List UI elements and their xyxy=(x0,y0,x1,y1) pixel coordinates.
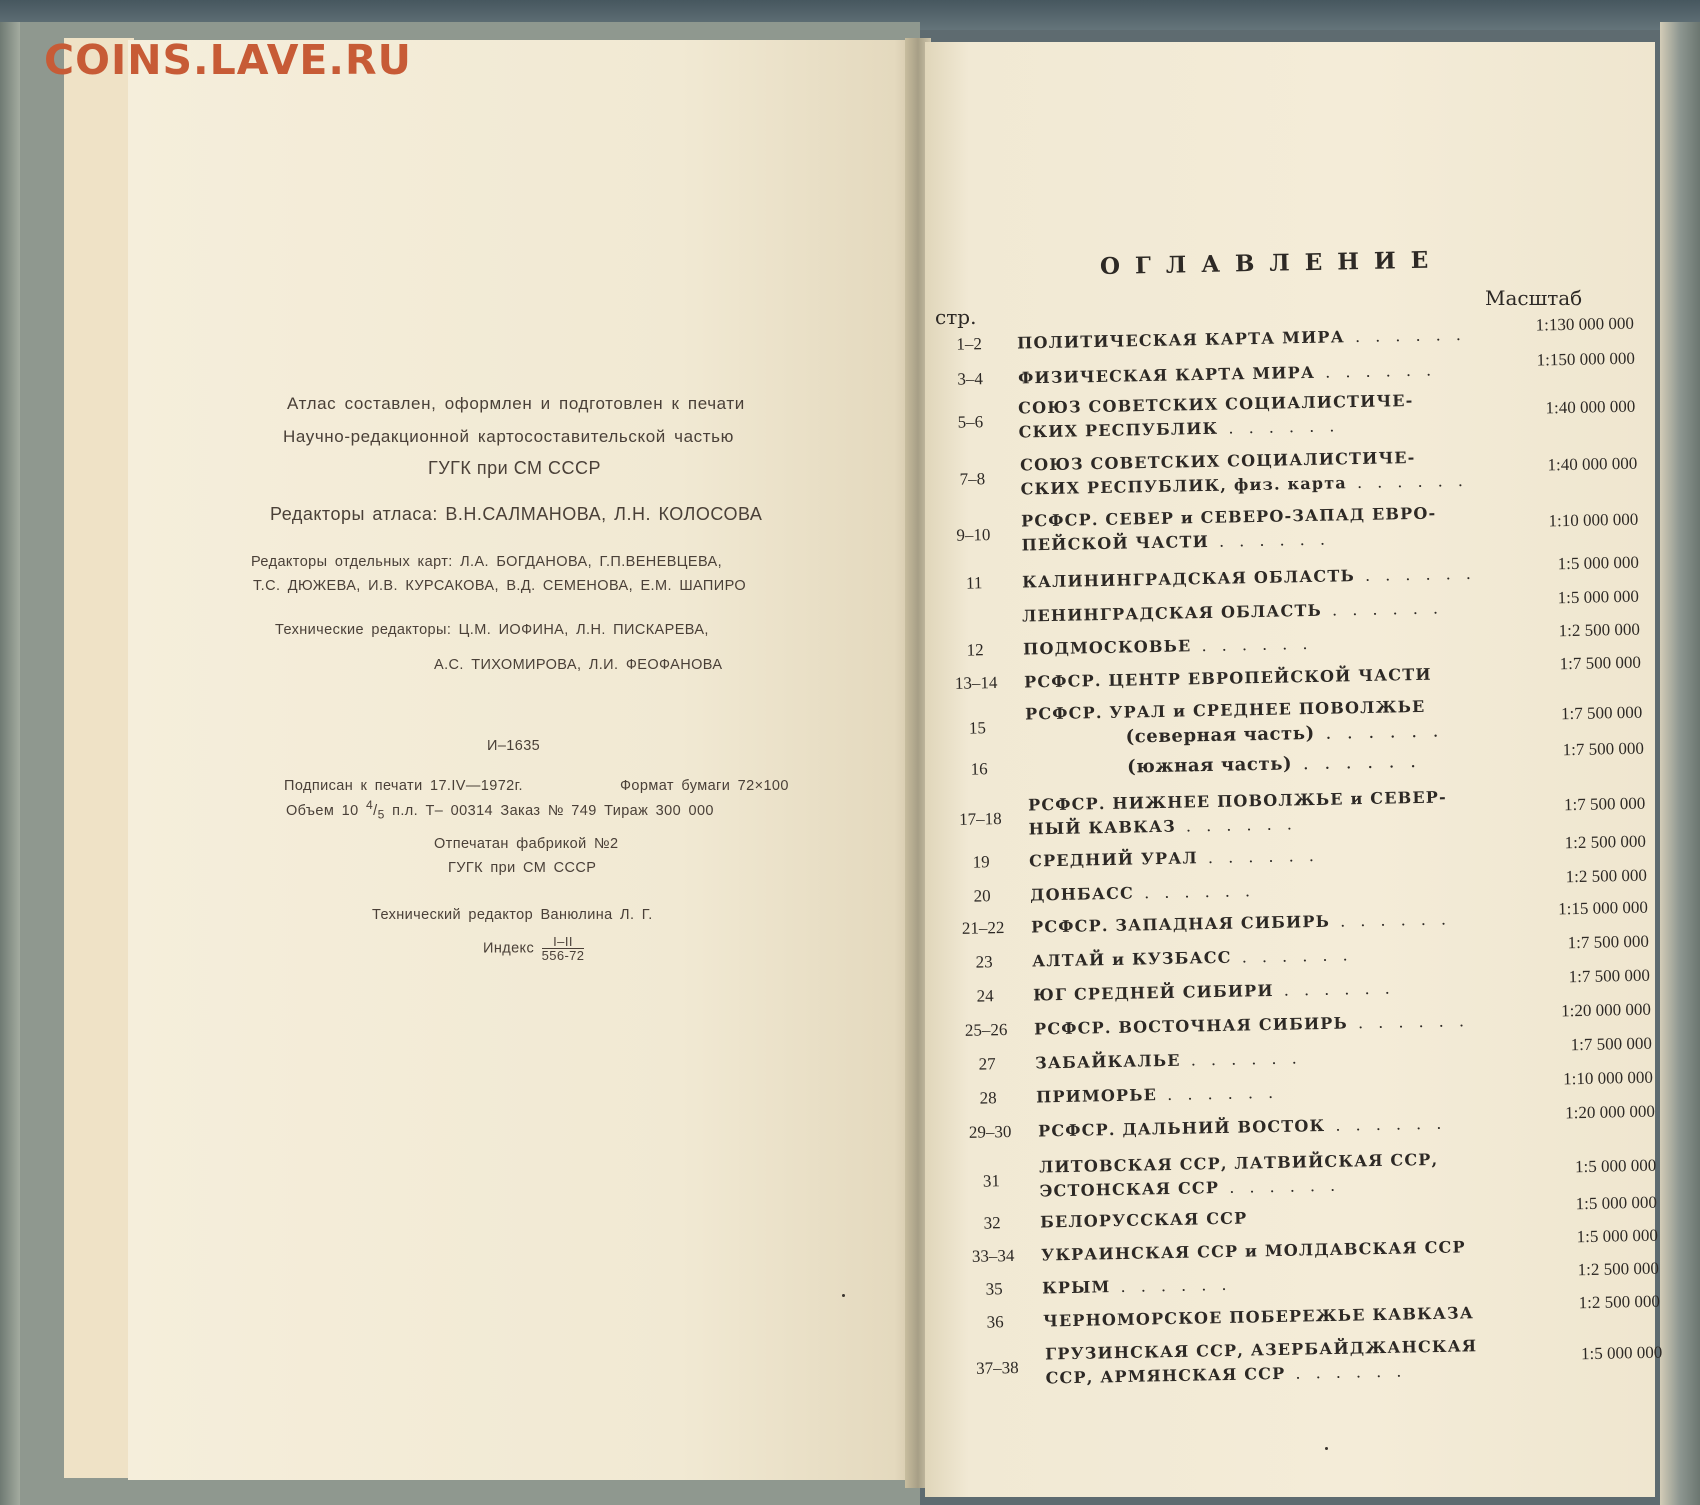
toc-title-line: ЧЕРНОМОРСКОЕ ПОБЕРЕЖЬЕ КАВКАЗА xyxy=(1042,1303,1475,1331)
toc-page-number: 13–14 xyxy=(954,673,998,693)
dot-leader: . . . . . . xyxy=(1321,598,1444,620)
watermark: COINS.LAVE.RU xyxy=(44,36,412,84)
toc-page-number: 9–10 xyxy=(956,525,991,545)
toc-scale: 1:2 500 000 xyxy=(1565,865,1648,887)
dot-leader: . . . . . . xyxy=(1208,529,1331,551)
toc-page-number: 31 xyxy=(982,1171,1001,1191)
toc-scale: 1:7 500 000 xyxy=(1568,965,1651,987)
dot-leader: . . . . . . xyxy=(1175,814,1298,836)
signed-date: Подписан к печати 17.IV—1972г. xyxy=(284,778,523,794)
toc-title-line: (южная часть) . . . . . . xyxy=(1126,750,1422,778)
dot-leader: . . . . . . xyxy=(1291,750,1422,775)
toc-title-line: КАЛИНИНГРАДСКАЯ ОБЛАСТЬ . . . . . . xyxy=(1021,563,1477,592)
toc-title-line: АЛТАЙ и КУЗБАСС . . . . . . xyxy=(1031,945,1353,971)
toc-title-line: БЕЛОРУССКАЯ ССР xyxy=(1039,1208,1248,1232)
toc-title-line: РСФСР. ЦЕНТР ЕВРОПЕЙСКОЙ ЧАСТИ xyxy=(1023,664,1432,692)
index-fraction xyxy=(542,935,585,962)
toc-scale: 1:7 500 000 xyxy=(1560,702,1643,724)
toc-title-line: РСФСР. УРАЛ и СРЕДНЕЕ ПОВОЛЖЬЕ xyxy=(1024,696,1426,724)
dot-leader: . . . . . . xyxy=(1218,416,1340,438)
dot-leader: . . . . . . xyxy=(1273,978,1395,1000)
toc-title-line: ЛЕНИНГРАДСКАЯ ОБЛАСТЬ . . . . . . xyxy=(1021,598,1444,626)
toc-title-line: ПРИМОРЬЕ . . . . . . xyxy=(1035,1082,1279,1107)
toc-scale: 1:150 000 000 xyxy=(1536,348,1636,370)
toc-scale: 1:40 000 000 xyxy=(1547,453,1638,475)
toc-scale: 1:2 500 000 xyxy=(1564,831,1647,853)
toc-page-number: 37–38 xyxy=(975,1358,1019,1378)
toc-page-number: 25–26 xyxy=(964,1020,1008,1040)
toc-title-line: РСФСР. ДАЛЬНИЙ ВОСТОК . . . . . . xyxy=(1037,1113,1447,1141)
dot-leader: . . . . . . xyxy=(1156,1082,1279,1105)
toc-scale: 1:2 500 000 xyxy=(1578,1291,1661,1313)
dot-leader: . . . . . . xyxy=(1180,1048,1302,1070)
toc-page-number: 17–18 xyxy=(958,809,1002,829)
toc-title-line: РСФСР. ЗАПАДНАЯ СИБИРЬ . . . . . . xyxy=(1030,909,1452,937)
toc-page-number: 28 xyxy=(979,1088,997,1108)
flyleaf xyxy=(64,38,134,1478)
dot-leader: . . . . . . xyxy=(1354,563,1477,586)
paper-speck xyxy=(1325,1447,1328,1450)
toc-page-number: 23 xyxy=(975,952,993,972)
toc-page-number: 36 xyxy=(986,1312,1004,1332)
toc-page-number: 32 xyxy=(983,1213,1001,1233)
toc-scale: 1:15 000 000 xyxy=(1558,897,1649,919)
toc-title-line-2: НЫЙ КАВКАЗ . . . . . . xyxy=(1028,814,1298,839)
toc-scale: 1:5 000 000 xyxy=(1580,1342,1663,1364)
toc-title-line: ПОДМОСКОВЬЕ . . . . . . xyxy=(1022,633,1313,659)
dot-leader: . . . . . . xyxy=(1197,845,1320,868)
col-scale-header: Масштаб xyxy=(1485,286,1583,310)
toc-title-line: РСФСР. СЕВЕР и СЕВЕРО-ЗАПАД ЕВРО- xyxy=(1020,503,1437,531)
dot-leader: . . . . . . xyxy=(1191,633,1313,656)
technical-editor: Технический редактор Ванюлина Л. Г. xyxy=(372,907,653,923)
toc-title-line: ЗАБАЙКАЛЬЕ . . . . . . xyxy=(1034,1048,1302,1073)
toc-title-line: ФИЗИЧЕСКАЯ КАРТА МИРА . . . . . . xyxy=(1017,360,1437,388)
toc-page-number: 15 xyxy=(968,718,987,738)
toc-page-number: 5–6 xyxy=(957,412,984,432)
toc-page-number: 11 xyxy=(965,573,983,593)
volume-suffix: п.л. Т– 00314 Заказ № 749 Тираж 300 000 xyxy=(392,802,714,819)
index-line xyxy=(483,935,584,962)
volume-prefix: Объем 10 xyxy=(286,802,359,819)
toc-scale: 1:7 500 000 xyxy=(1559,652,1642,674)
dot-leader: . . . . . . xyxy=(1314,360,1437,382)
publication-number: И–1635 xyxy=(487,738,541,754)
toc-page-number: 33–34 xyxy=(971,1246,1015,1266)
toc-title-line-2: ЭСТОНСКАЯ ССР . . . . . . xyxy=(1039,1175,1341,1201)
printed-by-line-1: Отпечатан фабрикой №2 xyxy=(434,836,619,852)
toc-page-number: 3–4 xyxy=(957,369,984,389)
toc-title-line: ЮГ СРЕДНЕЙ СИБИРИ . . . . . . xyxy=(1032,978,1395,1005)
toc-title-line-2: ПЕЙСКОЙ ЧАСТИ . . . . . . xyxy=(1021,529,1331,555)
toc-title-line: РСФСР. ВОСТОЧНАЯ СИБИРЬ . . . . . . xyxy=(1033,1011,1470,1039)
toc-scale: 1:20 000 000 xyxy=(1565,1101,1656,1123)
dot-leader: . . . . . . xyxy=(1325,1113,1447,1135)
toc-title-line: КРЫМ . . . . . . xyxy=(1041,1274,1232,1298)
toc-title-line-2: СКИХ РЕСПУБЛИК . . . . . . xyxy=(1018,416,1340,442)
toc-title-line-2: ССР, АРМЯНСКАЯ ССР . . . . . . xyxy=(1045,1361,1407,1388)
dot-leader: . . . . . . xyxy=(1218,1175,1341,1198)
map-editors-line-1: Редакторы отдельных карт: Л.А. БОГДАНОВА, Г.П.ВЕНЕВЦЕВА, xyxy=(251,554,723,570)
toc-page-number: 29–30 xyxy=(968,1122,1012,1142)
volume-frac-num: 4 xyxy=(366,798,374,812)
toc-page-number xyxy=(944,607,1004,608)
toc-scale: 1:5 000 000 xyxy=(1557,586,1640,608)
toc-title-line: ЛИТОВСКАЯ ССР, ЛАТВИЙСКАЯ ССР, xyxy=(1038,1149,1439,1177)
toc-scale: 1:10 000 000 xyxy=(1563,1067,1654,1089)
atlas-editors: Редакторы атласа: В.Н.САЛМАНОВА, Л.Н. КОЛОСОВА xyxy=(270,504,763,524)
toc-title: ОГЛАВЛЕНИЕ xyxy=(1099,246,1444,280)
index-numerator: I–II xyxy=(542,935,585,949)
toc-page-number: 12 xyxy=(966,640,984,660)
imprint-page xyxy=(128,40,918,1480)
toc-scale: 1:7 500 000 xyxy=(1562,738,1645,760)
dot-leader: . . . . . . xyxy=(1344,324,1467,347)
tech-editors-line-2: А.С. ТИХОМИРОВА, Л.И. ФЕОФАНОВА xyxy=(434,657,723,673)
toc-scale: 1:5 000 000 xyxy=(1575,1192,1658,1214)
toc-scale: 1:2 500 000 xyxy=(1558,619,1641,641)
imprint-line-3: ГУГК при СМ СССР xyxy=(428,458,602,478)
toc-page-number: 20 xyxy=(973,886,991,906)
toc-scale: 1:5 000 000 xyxy=(1576,1225,1659,1247)
printed-by-line-2: ГУГК при СМ СССР xyxy=(448,860,597,876)
toc-page-number: 24 xyxy=(976,986,994,1006)
toc-page-number: 35 xyxy=(985,1279,1003,1299)
dot-leader: . . . . . . xyxy=(1347,1011,1470,1033)
toc-scale: 1:10 000 000 xyxy=(1548,509,1639,531)
paper-format: Формат бумаги 72×100 xyxy=(620,778,789,794)
toc-scale: 1:5 000 000 xyxy=(1557,552,1640,574)
book-cover-edge xyxy=(1660,22,1700,1505)
toc-page-number: 19 xyxy=(972,852,990,872)
toc-scale: 1:5 000 000 xyxy=(1574,1155,1657,1177)
dot-leader: . . . . . . xyxy=(1133,881,1256,903)
tech-editors-line-1: Технические редакторы: Ц.М. ИОФИНА, Л.Н. ПИСКАРЕВА, xyxy=(275,622,709,638)
toc-title-line: ДОНБАСС . . . . . . xyxy=(1029,881,1256,905)
toc-page-number: 1–2 xyxy=(956,334,983,354)
index-label: Индекс xyxy=(483,940,535,957)
dot-leader: . . . . . . xyxy=(1329,909,1452,931)
toc-scale: 1:7 500 000 xyxy=(1563,793,1646,815)
toc-title-line-2: СКИХ РЕСПУБЛИК, физ. карта . . . . . . xyxy=(1020,470,1469,499)
toc-scale: 1:130 000 000 xyxy=(1535,313,1635,335)
toc-page-number: 7–8 xyxy=(959,469,986,489)
toc-scale: 1:2 500 000 xyxy=(1577,1258,1660,1280)
volume-frac-den: 5 xyxy=(377,807,385,822)
volume-line: Объем 10 $^4/_5$ п.л. Т– 00314 Заказ № 749 Тираж 300 000 xyxy=(286,798,714,822)
dot-leader: . . . . . . xyxy=(1346,470,1469,493)
toc-title-line: СРЕДНИЙ УРАЛ . . . . . . xyxy=(1028,845,1320,871)
toc-title-line: ПОЛИТИЧЕСКАЯ КАРТА МИРА . . . . . . xyxy=(1016,324,1467,353)
imprint-line-2: Научно-редакционной картосоставительской частью xyxy=(283,427,734,446)
toc-title-line: СОЮЗ СОВЕТСКИХ СОЦИАЛИСТИЧЕ- xyxy=(1017,390,1414,418)
toc-scale: 1:7 500 000 xyxy=(1567,931,1650,953)
toc-title-line-2: (северная часть) . . . . . . xyxy=(1125,720,1444,748)
map-editors-line-2: Т.С. ДЮЖЕВА, И.В. КУРСАКОВА, В.Д. СЕМЕНОВА, Е.М. ШАПИРО xyxy=(253,578,746,594)
dot-leader: . . . . . . xyxy=(1314,720,1444,744)
toc-scale: 1:20 000 000 xyxy=(1561,999,1652,1021)
toc-page-number: 21–22 xyxy=(961,918,1005,938)
toc-title-line: УКРАИНСКАЯ ССР и МОЛДАВСКАЯ ССР xyxy=(1040,1237,1466,1265)
imprint-line-1: Атлас составлен, оформлен и подготовлен к печати xyxy=(287,394,745,413)
toc-title-line: РСФСР. НИЖНЕЕ ПОВОЛЖЬЕ и СЕВЕР- xyxy=(1027,787,1448,815)
toc-title-line: СОЮЗ СОВЕТСКИХ СОЦИАЛИСТИЧЕ- xyxy=(1019,447,1416,475)
toc-title-line: ГРУЗИНСКАЯ ССР, АЗЕРБАЙДЖАНСКАЯ xyxy=(1044,1336,1478,1364)
dot-leader: . . . . . . xyxy=(1285,1361,1407,1383)
index-denominator: 556-72 xyxy=(541,948,585,963)
toc-page-number: 16 xyxy=(970,759,988,779)
paper-speck xyxy=(842,1294,845,1297)
col-page-header: стр. xyxy=(935,305,977,329)
toc-scale: 1:7 500 000 xyxy=(1570,1033,1653,1055)
dot-leader: . . . . . . xyxy=(1231,945,1353,967)
toc-page-number: 27 xyxy=(978,1054,996,1074)
toc-scale: 1:40 000 000 xyxy=(1545,396,1636,418)
dot-leader: . . . . . . xyxy=(1110,1274,1232,1297)
